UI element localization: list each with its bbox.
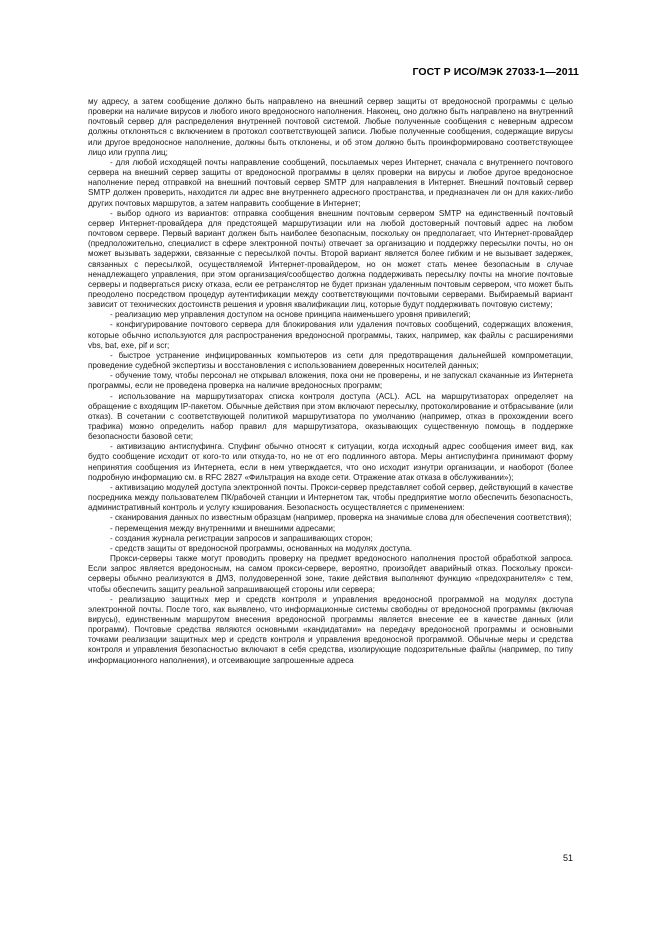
- standard-id: ГОСТ Р ИСО/МЭК 27033-1—2011: [412, 66, 579, 78]
- paragraph: Прокси-серверы также могут проводить проверку на предмет вредоносного наполнения простой обработкой запроса. Если запрос является вредоносным, на самом прокси-сервере, вероятно, произойдет аварийный отказ. Поскольку прокси-серверы обычно реализуются в ДМЗ, полудоверенной зоне, такие действия выполняют функцию «предохранителя» с тем, чтобы обеспечить защиту реальной запрашивающей стороны или сервера;: [88, 554, 573, 594]
- paragraph: - активизацию модулей доступа электронной почты. Прокси-сервер представляет собой сервер, действующий в качестве посредника между пользователем ПК/рабочей станции и Интернетом так, чтобы предприятие могло обеспечить безопасность, административный контроль и услугу кэширования. Безопасность осуществляется с применением:: [88, 482, 573, 513]
- paragraph: - для любой исходящей почты направление сообщений, посылаемых через Интернет, сначала с внутреннего почтового сервера на внешний сервер защиты от вредоносной программы в целях проверки на вирусы и любое другое вредоносное наполнение перед отправкой на внешний почтовый сервер SMTP для направления в Интернет. Внешний почтовый сервер SMTP должен проверить, находится ли адрес вне внутреннего адресного пространства, и предназначен ли он для каких-либо других почтовых маршрутов, а затем направить сообщение в Интернет;: [88, 157, 573, 208]
- paragraph: - выбор одного из вариантов: отправка сообщения внешним почтовым сервером SMTP на единственный почтовый сервер Интернет-провайдера для предстоящей маршрутизации или на любой достоверный почтовый адрес на любом почтовом сервере. Первый вариант должен быть наиболее безопасным, поскольку он предполагает, что Интернет-провайдер (предположительно, специалист в сфере электронной почты) отвечает за организацию и поддержку пересылки почты, но он может вызывать задержки, связанные с пересылкой почты. Второй вариант является более гибким и не вызывает задержек, связанных с пересылкой, осуществляемой Интернет-провайдером, но он может стать менее безопасным в случае ненадлежащего управления, при этом организация/сообщество должна поддерживать пересылку почты на многие почтовые серверы и подвергаться риску отказа, если ее ретранслятор не будет признан удаленным почтовым сервером, что может быть преодолено посредством процедур аутентификации между соответствующими почтовыми серверами. Выбираемый вариант зависит от технических достоинств решения и уровня квалификации лиц, которые будут поддерживать почтовую систему;: [88, 208, 573, 310]
- paragraph: - использование на маршрутизаторах списка контроля доступа (ACL). ACL на маршрутизаторах определяет на обращение с входящим IP-пакетом. Обычные действия при этом включают пересылку, протоколирование и отбрасывание (или отказ). В сочетании с соответствующей политикой маршрутизатора по умолчанию (например, отказ в прохождении всего трафика) можно определить набор правил для маршрутизатора, оказывающих существенную помощь в поддержке безопасности базовой сети;: [88, 391, 573, 442]
- paragraph: - конфигурирование почтового сервера для блокирования или удаления почтовых сообщений, содержащих вложения, которые обычно используются для распространения вредоносной программы, таких, например, как файлы с расширениями vbs, bat, exe, pif и scr;: [88, 320, 573, 350]
- paragraph: му адресу, а затем сообщение должно быть направлено на внешний сервер защиты от вредоносной программы с целью проверки на наличие вирусов и любого иного вредоносного наполнения. Наконец, оно должно быть направлено на внутренний почтовый сервер для распределения внутренней почтовой системой. Любые полученные сообщения с неверным адресом должны отклоняться с включением в протокол соответствующей записи. Любые полученные сообщения, содержащие вирусы или другое вредоносное наполнение, должны быть отклонены, и об этом должно быть проинформировано соответствующее лицо или группа лиц;: [88, 97, 573, 157]
- paragraph: - перемещения между внутренними и внешними адресами;: [110, 523, 336, 533]
- document-header: [412, 66, 579, 78]
- paragraph: - быстрое устранение инфицированных компьютеров из сети для предотвращения дальнейшей компрометации, проведение судебной экспертизы и восстановления с использованием доверенных носителей данных;: [88, 350, 573, 371]
- paragraph: - сканирования данных по известным образцам (например, проверка на значимые слова для обеспечения соответствия);: [110, 513, 572, 523]
- paragraph: - создания журнала регистрации запросов и запрашивающих сторон;: [110, 533, 373, 543]
- page-number: 51: [562, 853, 573, 863]
- paragraph: - реализацию мер управления доступом на основе принципа наименьшего уровня привилегий;: [110, 310, 471, 320]
- paragraph: - средств защиты от вредоносной программы, основанных на модулях доступа.: [110, 543, 412, 553]
- paragraph: - реализацию защитных мер и средств контроля и управления вредоносной программой на модулях доступа электронной почты. После того, как выявлено, что информационные системы свободны от вредоносной программы (включая вирусы), единственным маршрутом внесения вредоносной программы является внесение ее в качестве данных (или программ). Почтовые средства являются основными «кандидатами» на передачу вредоносной программы и основными точками реализации защитных мер и средств контроля и управления вредоносной программой. Обычные меры и средства контроля и управления безопасностью включают в себя средства, изолирующие подозрительные файлы (например, по типу информационного наполнения), и отсеивающие запрошенные адреса: [88, 594, 573, 665]
- paragraph: - активизацию антиспуфинга. Спуфинг обычно относят к ситуации, когда исходный адрес сообщения имеет вид, как будто сообщение исходит от кого-то или откуда-то, но не от его подлинного автора. Меры антиспуфинга принимают форму непринятия сообщения из Интернета, если в нем утверждается, что оно исходит изнутри организации, и наоборот (более подробную информацию см. в RFC 2827 «Фильтрация на входе сети. Отражение атак отказа в обслуживании»);: [88, 442, 573, 482]
- document-body: [88, 97, 573, 666]
- paragraph: - обучение тому, чтобы персонал не открывал вложения, пока они не проверены, и не запускал скачанные из Интернета программы, если не проведена проверка на наличие вредоносных программ;: [88, 371, 573, 391]
